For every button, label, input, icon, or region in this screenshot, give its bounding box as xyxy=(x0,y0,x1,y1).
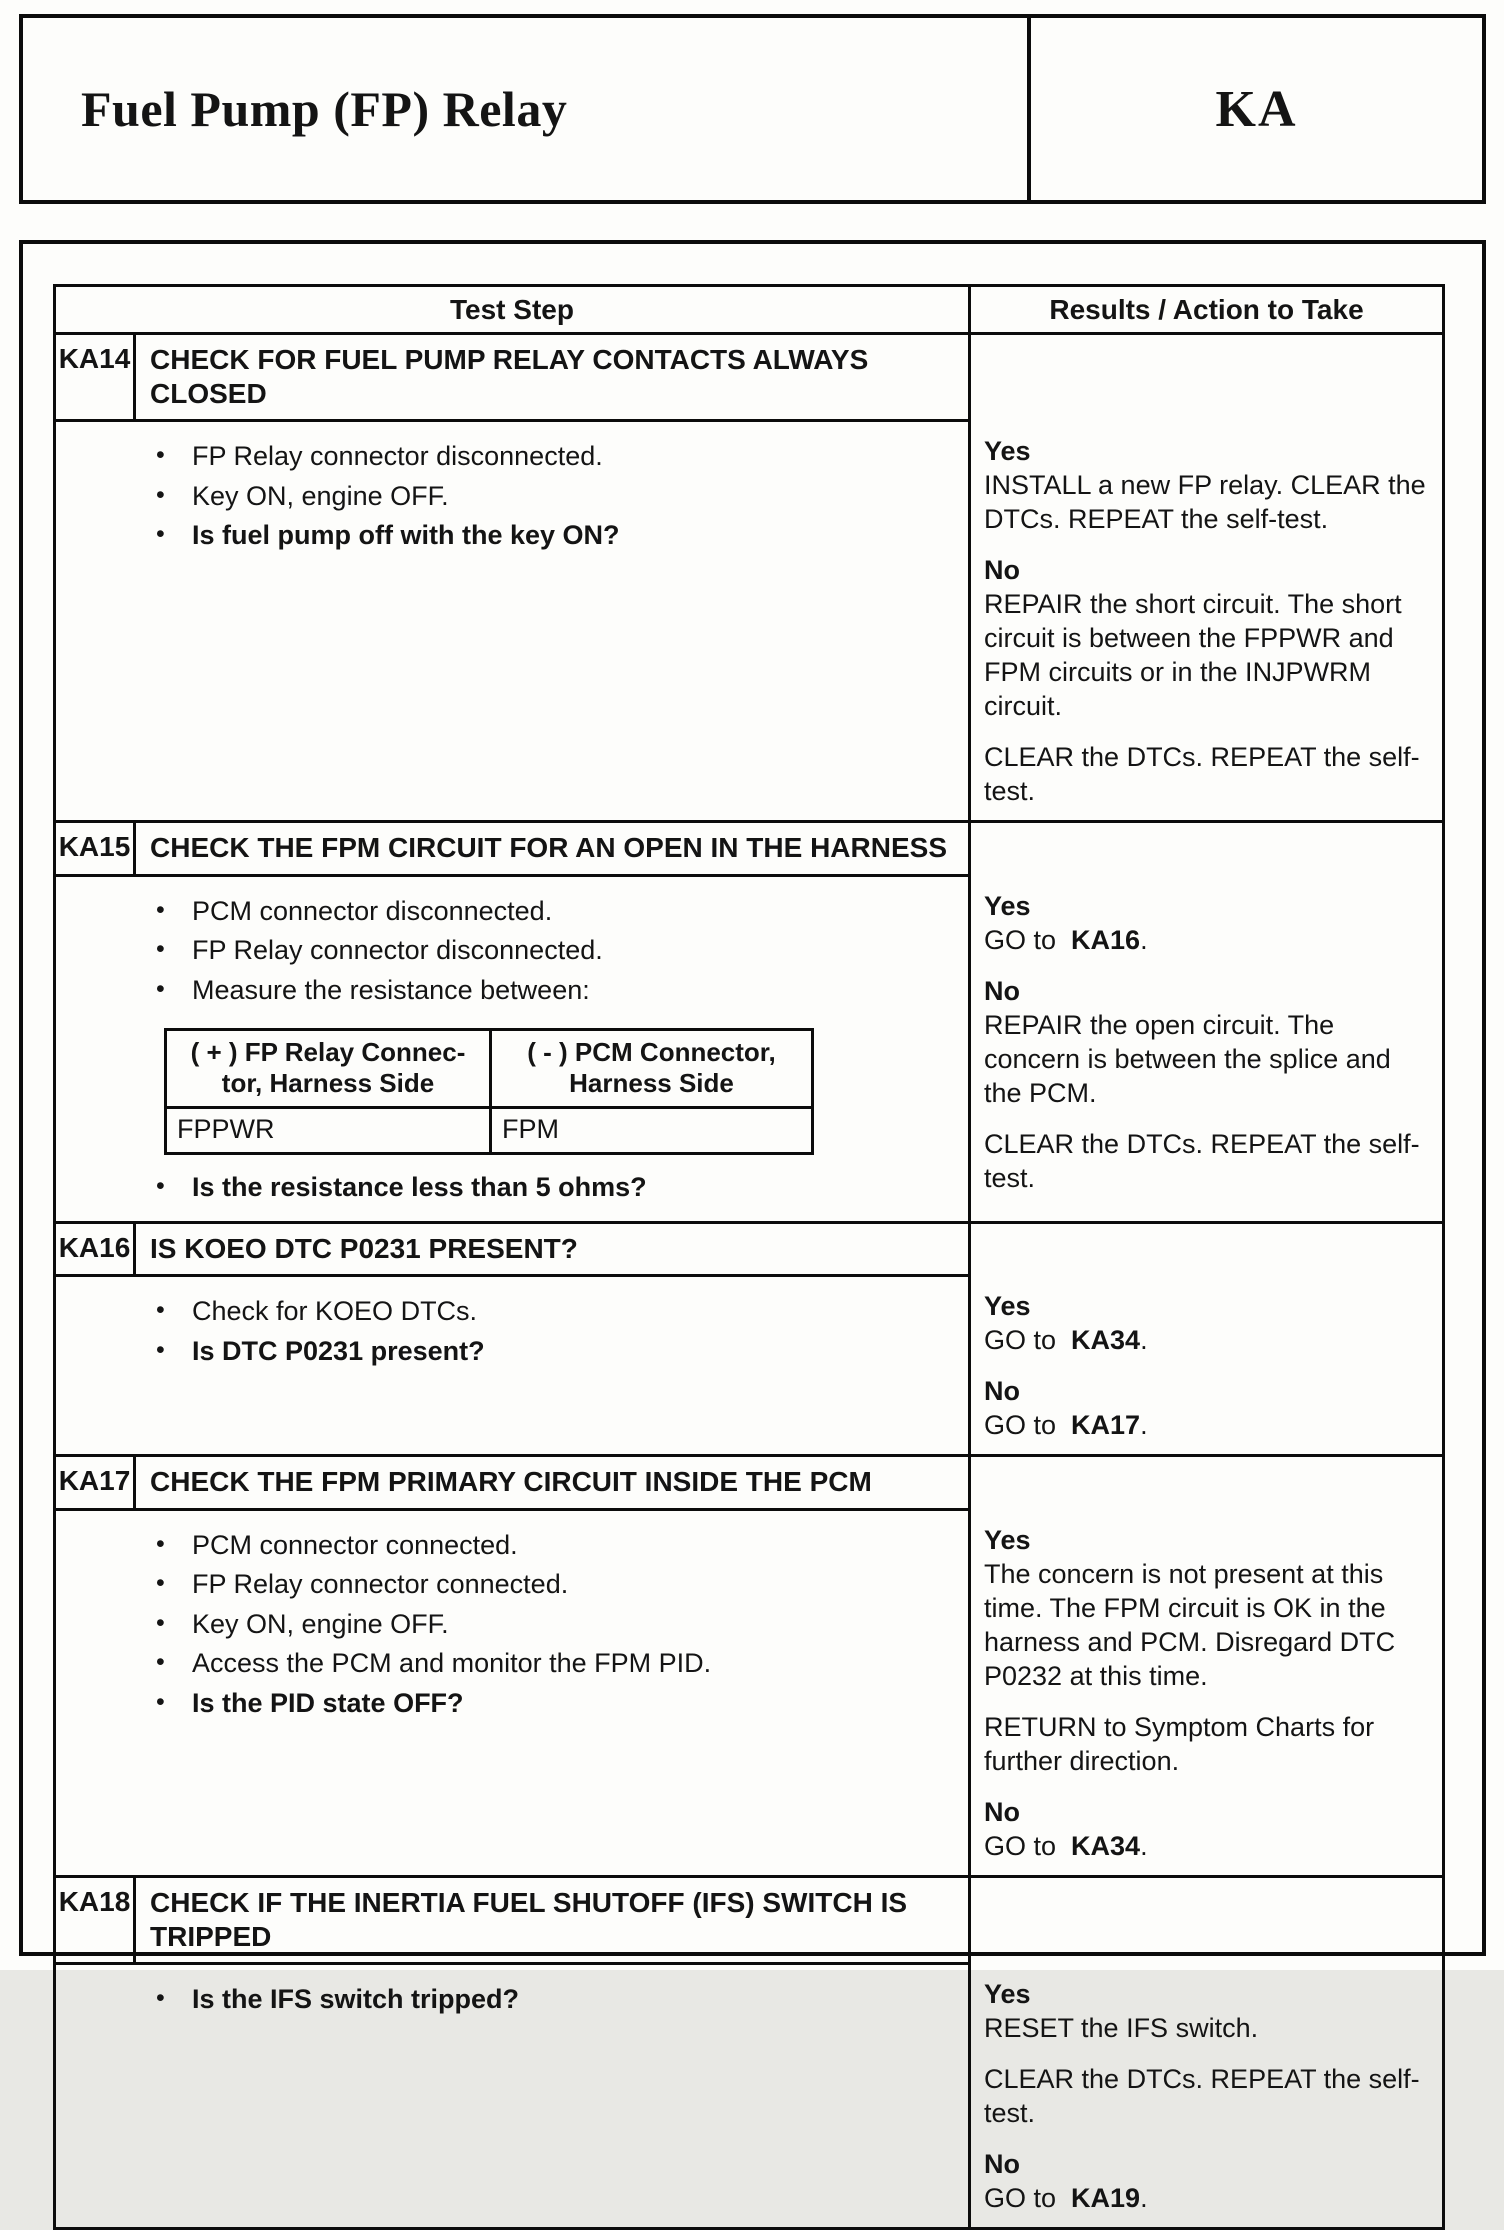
result-label xyxy=(984,889,1430,923)
result-text: GO to xyxy=(984,924,1072,955)
bullet-icon: • xyxy=(156,1984,165,2013)
bullet-icon: • xyxy=(156,520,165,549)
test-step-header xyxy=(56,1457,971,1510)
test-step-id: KA16 xyxy=(56,1224,136,1274)
result-text: GO to xyxy=(984,1410,1072,1441)
step-bullet-item xyxy=(56,479,952,514)
result-text: RESET the IFS switch. xyxy=(984,2013,1259,2044)
result-text: Yes xyxy=(984,1524,1031,1555)
step-text: Is fuel pump off with the key ON? xyxy=(192,520,620,551)
results-cell xyxy=(971,877,1442,1222)
result-label xyxy=(984,553,1430,587)
result-paragraph xyxy=(984,1008,1430,1110)
result-label xyxy=(984,1523,1430,1557)
step-text: PCM connector connected. xyxy=(192,1529,518,1560)
measurement-table-header-row xyxy=(167,1031,811,1108)
test-step-body xyxy=(56,422,971,820)
result-text: REPAIR the open circuit. The concern is between the splice and the PCM. xyxy=(984,1009,1399,1108)
result-label xyxy=(984,434,1430,468)
result-text: No xyxy=(984,1376,1020,1407)
test-rows xyxy=(56,335,1442,2227)
result-paragraph xyxy=(984,740,1430,808)
step-text: FP Relay connector connected. xyxy=(192,1569,569,1600)
test-step-body xyxy=(56,1965,971,2227)
result-label xyxy=(984,1374,1430,1408)
result-text: Yes xyxy=(984,436,1031,467)
bullet-icon: • xyxy=(156,935,165,964)
result-text: KA16 xyxy=(1071,924,1141,955)
test-row xyxy=(56,1224,1442,1457)
measurement-table-header-cell: ( + ) FP Relay Connec- tor, Harness Side xyxy=(167,1031,489,1108)
bullet-icon: • xyxy=(156,1529,165,1558)
results-column-header: Results / Action to Take xyxy=(1049,294,1364,325)
bullet-icon: • xyxy=(156,895,165,924)
step-bullet-item xyxy=(56,518,952,553)
test-step-body xyxy=(56,1511,971,1875)
test-step-header xyxy=(56,1878,971,1965)
step-bullet-item xyxy=(56,439,952,474)
result-text: . xyxy=(1140,1830,1148,1861)
results-cell xyxy=(971,1965,1442,2227)
step-text: Is the PID state OFF? xyxy=(192,1687,464,1718)
page-header xyxy=(19,14,1486,204)
test-row xyxy=(56,1878,1442,2227)
test-step-body xyxy=(56,1277,971,1454)
measurement-table-value-cell: FPPWR xyxy=(177,1113,275,1144)
step-text: Is the resistance less than 5 ohms? xyxy=(192,1171,647,1202)
result-text: GO to xyxy=(984,1325,1072,1356)
test-step-title: CHECK THE FPM PRIMARY CIRCUIT INSIDE THE PCM xyxy=(150,1466,872,1498)
test-step-header xyxy=(56,335,971,422)
step-bullet-item xyxy=(56,933,952,968)
result-label xyxy=(984,2147,1430,2181)
content-box xyxy=(19,240,1486,2214)
result-text: INSTALL a new FP relay. CLEAR the DTCs. REPEAT the self-test. xyxy=(984,470,1434,535)
step-text: Access the PCM and monitor the FPM PID. xyxy=(192,1648,712,1679)
results-cell xyxy=(971,1277,1442,1454)
test-step-id: KA17 xyxy=(56,1457,136,1507)
bullet-icon: • xyxy=(156,480,165,509)
test-step-title: CHECK IF THE INERTIA FUEL SHUTOFF (IFS) SWITCH IS TRIPPED xyxy=(150,1886,908,1952)
result-text: No xyxy=(984,975,1020,1006)
result-text: CLEAR the DTCs. REPEAT the self-test. xyxy=(984,2064,1420,2129)
bullet-icon: • xyxy=(156,1296,165,1325)
result-paragraph xyxy=(984,923,1430,957)
table-header-row xyxy=(56,287,1442,335)
result-text: Yes xyxy=(984,890,1031,921)
test-step-id: KA15 xyxy=(56,823,136,873)
step-text: Key ON, engine OFF. xyxy=(192,1608,449,1639)
bullet-icon: • xyxy=(156,441,165,470)
result-label xyxy=(984,1977,1430,2011)
result-text: GO to xyxy=(984,2183,1072,2214)
result-paragraph xyxy=(984,1710,1430,1778)
step-bullet-item xyxy=(56,973,952,1008)
step-text: Check for KOEO DTCs. xyxy=(192,1296,478,1327)
test-step-id: KA14 xyxy=(56,335,136,419)
result-paragraph xyxy=(984,587,1430,723)
results-cell xyxy=(971,422,1442,820)
result-text: No xyxy=(984,2149,1020,2180)
bullet-icon: • xyxy=(156,1648,165,1677)
result-text: KA34 xyxy=(1071,1325,1141,1356)
bullet-icon: • xyxy=(156,1687,165,1716)
result-label xyxy=(984,1289,1430,1323)
result-paragraph xyxy=(984,2011,1430,2045)
result-text: KA34 xyxy=(1071,1830,1141,1861)
step-text: Is DTC P0231 present? xyxy=(192,1335,485,1366)
step-bullet-item xyxy=(56,1646,952,1681)
test-row xyxy=(56,335,1442,823)
step-text: Measure the resistance between: xyxy=(192,974,590,1005)
step-bullet-item xyxy=(56,1528,952,1563)
result-text: KA17 xyxy=(1071,1410,1141,1441)
step-text: Is the IFS switch tripped? xyxy=(192,1984,520,2015)
result-text: RETURN to Symptom Charts for further direction. xyxy=(984,1711,1382,1776)
step-text: Key ON, engine OFF. xyxy=(192,480,449,511)
result-paragraph xyxy=(984,2181,1430,2215)
step-bullet-item xyxy=(56,1567,952,1602)
step-text: FP Relay connector disconnected. xyxy=(192,935,603,966)
section-code: KA xyxy=(1215,80,1298,138)
result-text: No xyxy=(984,1796,1020,1827)
test-row xyxy=(56,1457,1442,1877)
step-bullet-item xyxy=(56,1982,952,2017)
test-step-body xyxy=(56,877,971,1222)
measurement-table xyxy=(164,1028,814,1154)
result-paragraph xyxy=(984,468,1434,536)
test-step-header xyxy=(56,823,971,876)
result-paragraph xyxy=(984,1127,1430,1195)
step-bullet-item xyxy=(56,894,952,929)
step-text: FP Relay connector disconnected. xyxy=(192,441,603,472)
test-row xyxy=(56,823,1442,1224)
step-bullet-item xyxy=(56,1686,952,1721)
result-text: . xyxy=(1140,1325,1148,1356)
result-text: No xyxy=(984,555,1020,586)
pinpoint-test-table xyxy=(53,284,1445,2230)
results-cell xyxy=(971,1511,1442,1875)
test-step-header xyxy=(56,1224,971,1277)
code-cell xyxy=(1027,18,1482,200)
step-bullet-item xyxy=(56,1607,952,1642)
result-paragraph xyxy=(984,2062,1430,2130)
measurement-table-value-cell: FPM xyxy=(489,1109,811,1152)
result-paragraph xyxy=(984,1408,1430,1442)
result-text: . xyxy=(1140,924,1148,955)
result-paragraph xyxy=(984,1323,1430,1357)
result-text: Yes xyxy=(984,1979,1031,2010)
result-text: REPAIR the short circuit. The short circuit is between the FPPWR and FPM circuits or in the INJPWRM circuit. xyxy=(984,589,1410,722)
step-bullet-item xyxy=(56,1294,952,1329)
result-text: . xyxy=(1140,2183,1148,2214)
result-paragraph xyxy=(984,1557,1430,1693)
step-text: PCM connector disconnected. xyxy=(192,895,553,926)
result-text: Yes xyxy=(984,1291,1031,1322)
result-text: KA19 xyxy=(1071,2183,1141,2214)
result-text: The concern is not present at this time. The FPM circuit is OK in the harness and PCM. Disregard DTC P0232 at this time. xyxy=(984,1558,1403,1691)
result-text: CLEAR the DTCs. REPEAT the self-test. xyxy=(984,742,1420,807)
test-step-title: CHECK THE FPM CIRCUIT FOR AN OPEN IN THE HARNESS xyxy=(150,832,947,864)
result-label xyxy=(984,974,1430,1008)
result-paragraph xyxy=(984,1829,1430,1863)
result-label xyxy=(984,1795,1430,1829)
bullet-icon: • xyxy=(156,1569,165,1598)
bullet-icon: • xyxy=(156,1335,165,1364)
step-bullet-item xyxy=(56,1334,952,1369)
test-step-title: CHECK FOR FUEL PUMP RELAY CONTACTS ALWAYS CLOSED xyxy=(150,344,869,410)
bullet-icon: • xyxy=(156,1608,165,1637)
page-title: Fuel Pump (FP) Relay xyxy=(81,81,568,137)
bullet-icon: • xyxy=(156,974,165,1003)
title-cell xyxy=(23,18,1027,200)
result-text: CLEAR the DTCs. REPEAT the self-test. xyxy=(984,1128,1420,1193)
measurement-table-value-row xyxy=(167,1109,811,1152)
measurement-table-header-cell: ( - ) PCM Connector, Harness Side xyxy=(489,1031,811,1108)
step-bullet-item xyxy=(56,1170,952,1205)
result-text: . xyxy=(1140,1410,1148,1441)
test-step-title: IS KOEO DTC P0231 PRESENT? xyxy=(150,1233,578,1265)
result-text: GO to xyxy=(984,1830,1072,1861)
test-step-id: KA18 xyxy=(56,1878,136,1962)
test-step-column-header: Test Step xyxy=(56,287,971,332)
bullet-icon: • xyxy=(156,1171,165,1200)
